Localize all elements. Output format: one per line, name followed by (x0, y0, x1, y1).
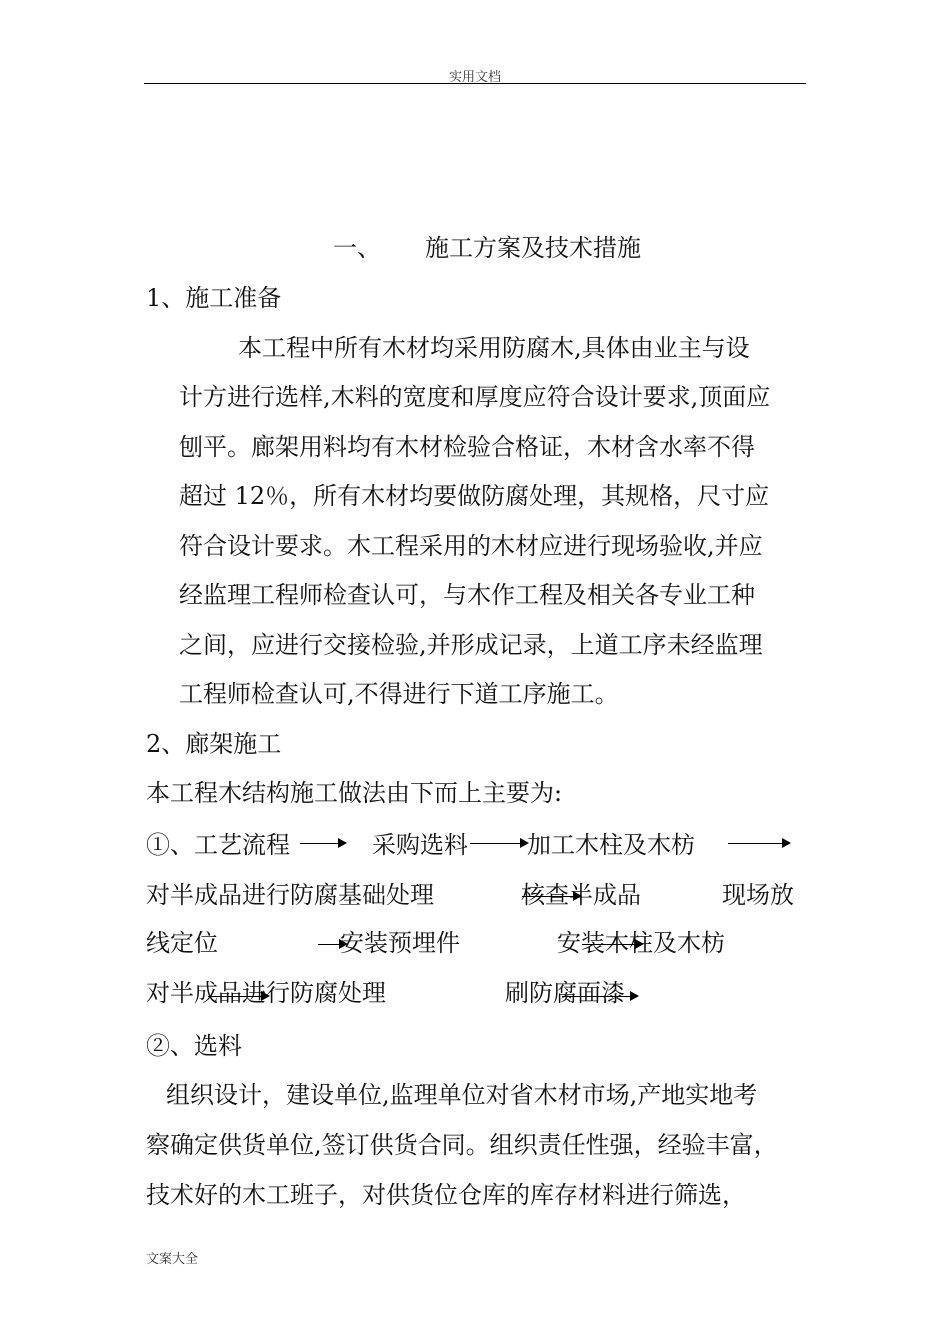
process-step: 对半成品进行防腐处理 (146, 979, 386, 1007)
page-footer: 文案大全 (146, 1252, 199, 1267)
flow-arrow (562, 996, 637, 997)
flow-arrow (300, 843, 345, 844)
process-step: 刷防腐面漆 (505, 979, 625, 1007)
flow-arrow (728, 843, 789, 844)
flow-arrow (522, 896, 580, 897)
section1-heading: 1、施工准备 (146, 284, 282, 312)
section-title-text: 施工方案及技术措施 (425, 234, 641, 262)
process-step: 安装木柱及木枋 (557, 929, 725, 957)
section-title-number: 一、 (333, 234, 381, 262)
paragraph-line: 经监理工程师检查认可，与木作工程及相关各专业工种 (179, 581, 755, 609)
paragraph-line: 刨平。廊架用料均有木材检验合格证，木材含水率不得 (179, 433, 755, 461)
paragraph-line: 超过 12％，所有木材均要做防腐处理，其规格，尺寸应 (179, 482, 770, 510)
page-header: 实用文档 (448, 70, 501, 85)
paragraph-line: 本工程中所有木材均采用防腐木,具体由业主与设 (238, 334, 750, 362)
section-title (333, 233, 641, 263)
flow-arrow (318, 944, 346, 945)
paragraph-line: 工程师检查认可,不得进行下道工序施工。 (179, 680, 619, 708)
process-step: 现场放 (722, 881, 794, 909)
paragraph-line: 组织设计，建设单位,监理单位对省木材市场,产地实地考 (166, 1081, 758, 1109)
section2-heading: 2、廊架施工 (146, 730, 282, 758)
flow-arrow (582, 944, 642, 945)
selection-heading: ②、选料 (146, 1032, 242, 1060)
paragraph-line: 符合设计要求。木工程采用的木材应进行现场验收,并应 (179, 532, 763, 560)
paragraph-line: 技术好的木工班子，对供货位仓库的库存材料进行筛选， (146, 1181, 746, 1209)
process-step: 加工木柱及木枋 (527, 831, 695, 859)
process-step: 安装预埋件 (340, 929, 460, 957)
flow-arrow (470, 843, 527, 844)
paragraph-line: 察确定供货单位,签订供货合同。组织责任性强，经验丰富， (146, 1131, 778, 1159)
process-label: ①、工艺流程 (146, 831, 290, 859)
process-step: 对半成品进行防腐基础处理 (146, 881, 434, 909)
flow-arrow (208, 996, 268, 997)
paragraph-line: 计方进行选样,木料的宽度和厚度应符合设计要求,顶面应 (179, 383, 771, 411)
paragraph-line: 之间，应进行交接检验,并形成记录，上道工序未经监理 (179, 631, 763, 659)
header-divider (144, 83, 806, 84)
process-step: 核查半成品 (521, 881, 641, 909)
process-step: 采购选料 (372, 831, 468, 859)
section2-intro: 本工程木结构施工做法由下而上主要为: (146, 779, 563, 807)
process-step: 线定位 (146, 929, 218, 957)
